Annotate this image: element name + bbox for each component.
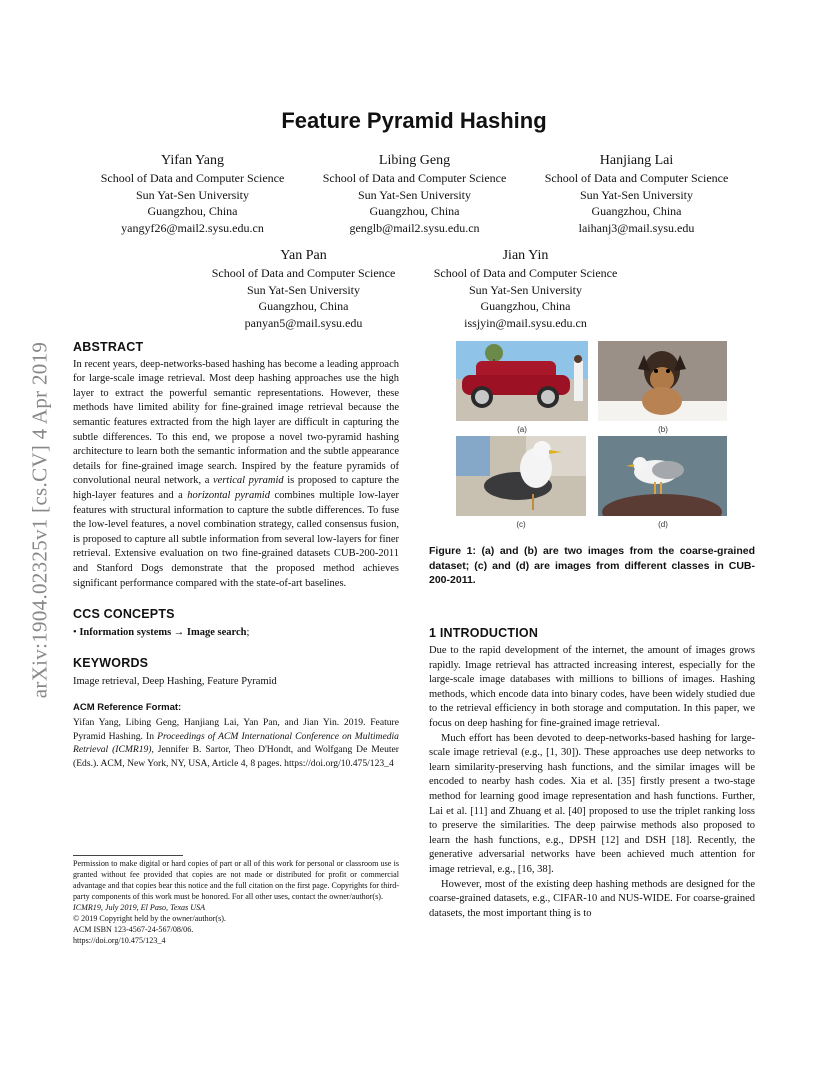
author-name: Libing Geng [378, 153, 451, 168]
figure-label-d: (d) [658, 520, 668, 529]
author-name: Yan Pan [280, 248, 327, 263]
author-affiliation: School of Data and Computer Science [544, 171, 729, 185]
abstract-emphasis: horizontal pyramid [187, 489, 270, 501]
keywords-heading: KEYWORDS [73, 656, 149, 671]
figure-image-car [456, 341, 588, 421]
author-location: Guangzhou, China [591, 204, 682, 218]
ccs-suffix: ; [246, 626, 250, 638]
abstract-text-part: is proposed to capture the high-layer features and a [73, 475, 399, 501]
ccs-heading: CCS CONCEPTS [73, 607, 175, 622]
author-name: Yifan Yang [160, 153, 224, 168]
conference-info: ICMR19, July 2019, El Paso, Texas USA [73, 903, 206, 912]
intro-paragraph-1: Due to the rapid development of the internet, the amount of images grows rapidly. Image retrieval has attracted increasing interest, especially for the large-scale image databases with millions to billions of images. Hashing methods, which encode data into binary codes, have been widely studied due to the retrieval efficiency in both storage and computation. In this paper, we focus on deep hashing for fine-grained image retrieval. [429, 645, 755, 730]
left-column [73, 340, 399, 770]
author-email: yangyf26@mail2.sysu.edu.cn [121, 220, 264, 235]
author-affiliation: School of Data and Computer Science [433, 266, 618, 280]
author-location: Guangzhou, China [258, 299, 349, 313]
figure-image-gull-d [598, 436, 727, 516]
footnote-rule [73, 855, 183, 856]
figure-image-gull-c [456, 436, 586, 516]
author-university: Sun Yat-Sen University [246, 282, 360, 297]
author-block [413, 247, 638, 331]
author-email: panyan5@mail.sysu.edu [244, 315, 363, 330]
author-university: Sun Yat-Sen University [579, 187, 693, 202]
acm-reference-part: , Jennifer B. Sartor, Theo D'Hondt, and Wolfgang De Meuter (Eds.). ACM, New York, NY, USA, Article 4, 8 pages. https://doi.org/10.475/123_4 [73, 744, 399, 769]
figure-caption: Figure 1: (a) and (b) are two images from the coarse-grained dataset; (c) and (d) are images from different classes in CUB-200-2011. [429, 545, 755, 586]
figure-image-dog [598, 341, 727, 421]
author-block [302, 152, 527, 236]
doi-text: https://doi.org/10.475/123_4 [73, 936, 166, 945]
author-name: Jian Yin [502, 248, 549, 263]
author-block [80, 152, 305, 236]
author-affiliation: School of Data and Computer Science [100, 171, 285, 185]
copyright-text: © 2019 Copyright held by the owner/author(s). [73, 914, 226, 923]
author-name: Hanjiang Lai [599, 153, 674, 168]
arxiv-identifier-text: arXiv:1904.02325v1 [cs.CV] 4 Apr 2019 [27, 341, 52, 699]
copyright-footnote [73, 858, 399, 946]
author-university: Sun Yat-Sen University [357, 187, 471, 202]
acm-reference-heading: ACM Reference Format: [73, 702, 182, 714]
keywords-text: Image retrieval, Deep Hashing, Feature Pyramid [73, 675, 277, 687]
author-university: Sun Yat-Sen University [468, 282, 582, 297]
author-location: Guangzhou, China [147, 204, 238, 218]
ccs-term: Information systems → Image search [79, 626, 247, 638]
abstract-emphasis: vertical pyramid [213, 475, 284, 487]
ccs-bullet: • [73, 626, 77, 638]
ccs-concepts [73, 626, 399, 641]
author-affiliation: School of Data and Computer Science [322, 171, 507, 185]
introduction-heading: 1 INTRODUCTION [429, 625, 539, 640]
paper-title: Feature Pyramid Hashing [281, 108, 547, 133]
figure-label-a: (a) [517, 425, 527, 434]
figure-label-b: (b) [658, 425, 668, 434]
intro-paragraph-2: Much effort has been devoted to deep-networks-based hashing for large-scale image retrieval (e.g., [1, 30]). These approaches use deep networks to learn similarity-preserving hash functions, and the similar images will be encoded to nearby hash codes. Xia et al. [35] firstly present a two-stage method for learning good image representation and hash functions. Further, Lai et al. [11] and Zhuang et al. [40] proposed to use the triplet ranking loss to preserve the similarities. The deep pairwise methods also proposed to learn the hash functions, e.g., DPSH [12] and DSH [18]. Recently, the generative adversarial networks have been achieved much attention for image retrieval, e.g., [16, 38]. [429, 732, 755, 875]
author-affiliation: School of Data and Computer Science [211, 266, 396, 280]
author-email: genglb@mail2.sysu.edu.cn [349, 220, 480, 235]
author-university: Sun Yat-Sen University [135, 187, 249, 202]
abstract-text-part: In recent years, deep-networks-based hashing has become a leading approach for large-scale image retrieval. Most deep hashing approaches use the high layer to extract the powerful semantic representations. However, these methods have limited ability for fine-grained image retrieval because the semantic features extracted from the high layer are difficult in capturing the subtle differences. To this end, we propose a novel two-pyramid hashing architecture to learn both the semantic information and the subtle appearance details for fine-grained image search. Inspired by the feature pyramids of convolutional neural network, a [73, 358, 399, 487]
author-location: Guangzhou, China [369, 204, 460, 218]
arxiv-identifier [20, 290, 60, 750]
author-block [524, 152, 749, 236]
author-email: laihanj3@mail.sysu.edu [578, 220, 695, 235]
author-location: Guangzhou, China [480, 299, 571, 313]
acm-reference-part: Yifan Yang, Libing Geng, Hanjiang Lai, Yan Pan, and Jian Yin. 2019. Feature Pyramid Hashing. In [73, 717, 399, 742]
abstract-heading: ABSTRACT [73, 340, 144, 354]
permission-text: Permission to make digital or hard copies of part or all of this work for personal or classroom use is granted without fee provided that copies are not made or distributed for profit or commercial advantage and that copies bear this notice and the full citation on the first page. Copyrights for third-party components of this work must be honored. For all other uses, contact the owner/author(s). [73, 859, 399, 901]
right-column [429, 544, 755, 921]
acm-reference-emphasis: Proceedings of ACM International Conference on Multimedia Retrieval (ICMR19) [73, 730, 399, 756]
author-block [191, 247, 416, 331]
author-email: issjyin@mail.sysu.edu.cn [464, 315, 587, 330]
abstract-text [73, 358, 399, 592]
isbn-text: ACM ISBN 123-4567-24-567/08/06. [73, 925, 194, 934]
figure-label-c: (c) [516, 520, 526, 529]
abstract-text-part: combines multiple low-layer features with structural information to capture the subtle differences. To fuse the low-level features, a novel combination strategy, called consensus fusion, is proposed to capture all subtle information from several low-layers for finer retrieval. Extensive evaluation on two fine-grained datasets CUB-200-2011 and Stanford Dogs demonstrate that the proposed method achieves significant performance compared with the state-of-art baselines. [73, 489, 400, 589]
intro-paragraph-3: However, most of the existing deep hashing methods are designed for the coarse-grained datasets, e.g., CIFAR-10 and NUS-WIDE. For coarse-grained datasets, the most important thing is to [429, 878, 755, 919]
acm-reference-text [73, 716, 399, 770]
